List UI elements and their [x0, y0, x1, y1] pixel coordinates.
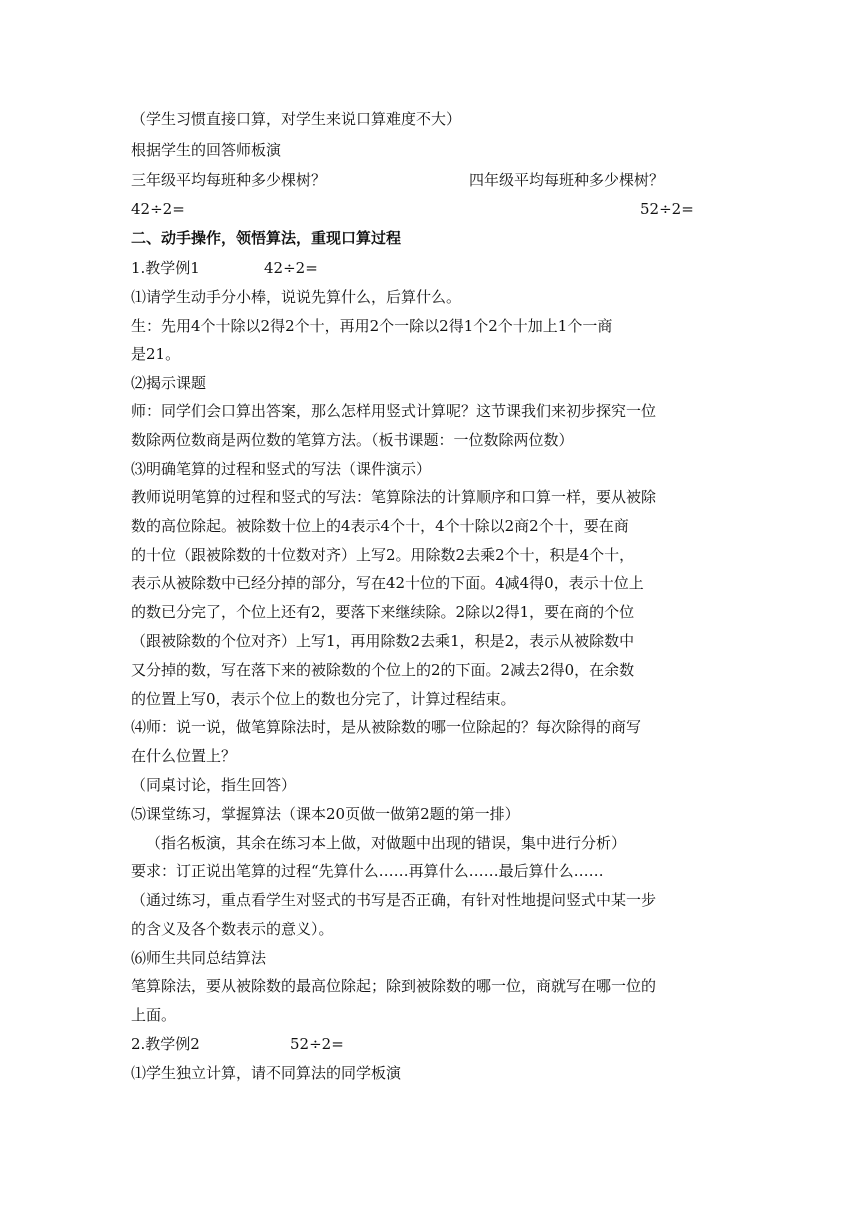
text-line: ⑷师：说一说，做笔算除法时，是从被除数的哪一位除起的？每次除得的商写: [131, 718, 642, 736]
text-line: 数的高位除起。被除数十位上的4表示4个十，4个十除以2商2个十，要在商: [131, 517, 629, 535]
text-line: （同桌讨论，指生回答）: [131, 776, 297, 794]
text-line: 1.教学例1: [131, 259, 200, 277]
text-line: 是21。: [131, 345, 181, 363]
text-line: 表示从被除数中已经分掉的部分，写在42十位的下面。4减4得0，表示十位上: [131, 574, 644, 592]
text-line: 生：先用4个十除以2得2个十，再用2个一除以2得1个2个十加上1个一商: [131, 317, 613, 335]
text-line: ⑸课堂练习，掌握算法（课本20页做一做第2题的第一排）: [131, 805, 520, 823]
text-line: 52÷2=: [640, 200, 694, 218]
text-line: 根据学生的回答师板演: [131, 141, 282, 159]
text-line: 四年级平均每班种多少棵树？: [469, 171, 665, 189]
text-line: 又分掉的数，写在落下来的被除数的个位上的2的下面。2减去2得0，在余数: [131, 661, 635, 679]
text-line: 师：同学们会口算出答案，那么怎样用竖式计算呢？这节课我们来初步探究一位: [131, 402, 657, 420]
text-line: （通过练习，重点看学生对竖式的书写是否正确，有针对性地提问竖式中某一步: [131, 891, 657, 909]
text-line: ⑵揭示课题: [131, 374, 207, 392]
text-line: 数除两位数商是两位数的笔算方法。（板书课题：一位数除两位数）: [131, 431, 574, 449]
text-line: 要求：订正说出笔算的过程“先算什么……再算什么……最后算什么……: [131, 862, 604, 880]
text-line: 42÷2=: [131, 200, 185, 218]
section-heading: 二、动手操作，领悟算法，重现口算过程: [131, 229, 402, 247]
text-line: 在什么位置上？: [131, 747, 237, 765]
text-line: （跟被除数的个位对齐）上写1，再用除数2去乘1，积是2，表示从被除数中: [131, 632, 635, 650]
text-line: 52÷2=: [290, 1035, 344, 1053]
text-line: ⑶明确笔算的过程和竖式的写法（课件演示）: [131, 460, 432, 478]
text-line: （指名板演，其余在练习本上做，对做题中出现的错误，集中进行分析）: [146, 834, 627, 852]
text-line: 的位置上写0，表示个位上的数也分完了，计算过程结束。: [131, 690, 516, 708]
text-line: 2.教学例2: [131, 1035, 200, 1053]
text-line: （学生习惯直接口算，对学生来说口算难度不大）: [131, 110, 462, 128]
text-line: 笔算除法，要从被除数的最高位除起；除到被除数的哪一位，商就写在哪一位的: [131, 977, 657, 995]
text-line: 教师说明笔算的过程和竖式的写法：笔算除法的计算顺序和口算一样，要从被除: [131, 488, 657, 506]
text-line: 三年级平均每班种多少棵树？: [131, 171, 327, 189]
text-line: 的数已分完了，个位上还有2，要落下来继续除。2除以2得1，要在商的个位: [131, 603, 635, 621]
text-line: 上面。: [131, 1006, 177, 1024]
text-line: 的含义及各个数表示的意义）。: [131, 920, 334, 938]
text-line: ⑴学生独立计算，请不同算法的同学板演: [131, 1064, 402, 1082]
text-line: 42÷2=: [264, 259, 318, 277]
text-line: 的十位（跟被除数的十位数对齐）上写2。用除数2去乘2个十，积是4个十，: [131, 546, 635, 564]
text-line: ⑹师生共同总结算法: [131, 949, 267, 967]
text-line: ⑴请学生动手分小棒，说说先算什么，后算什么。: [131, 288, 462, 306]
